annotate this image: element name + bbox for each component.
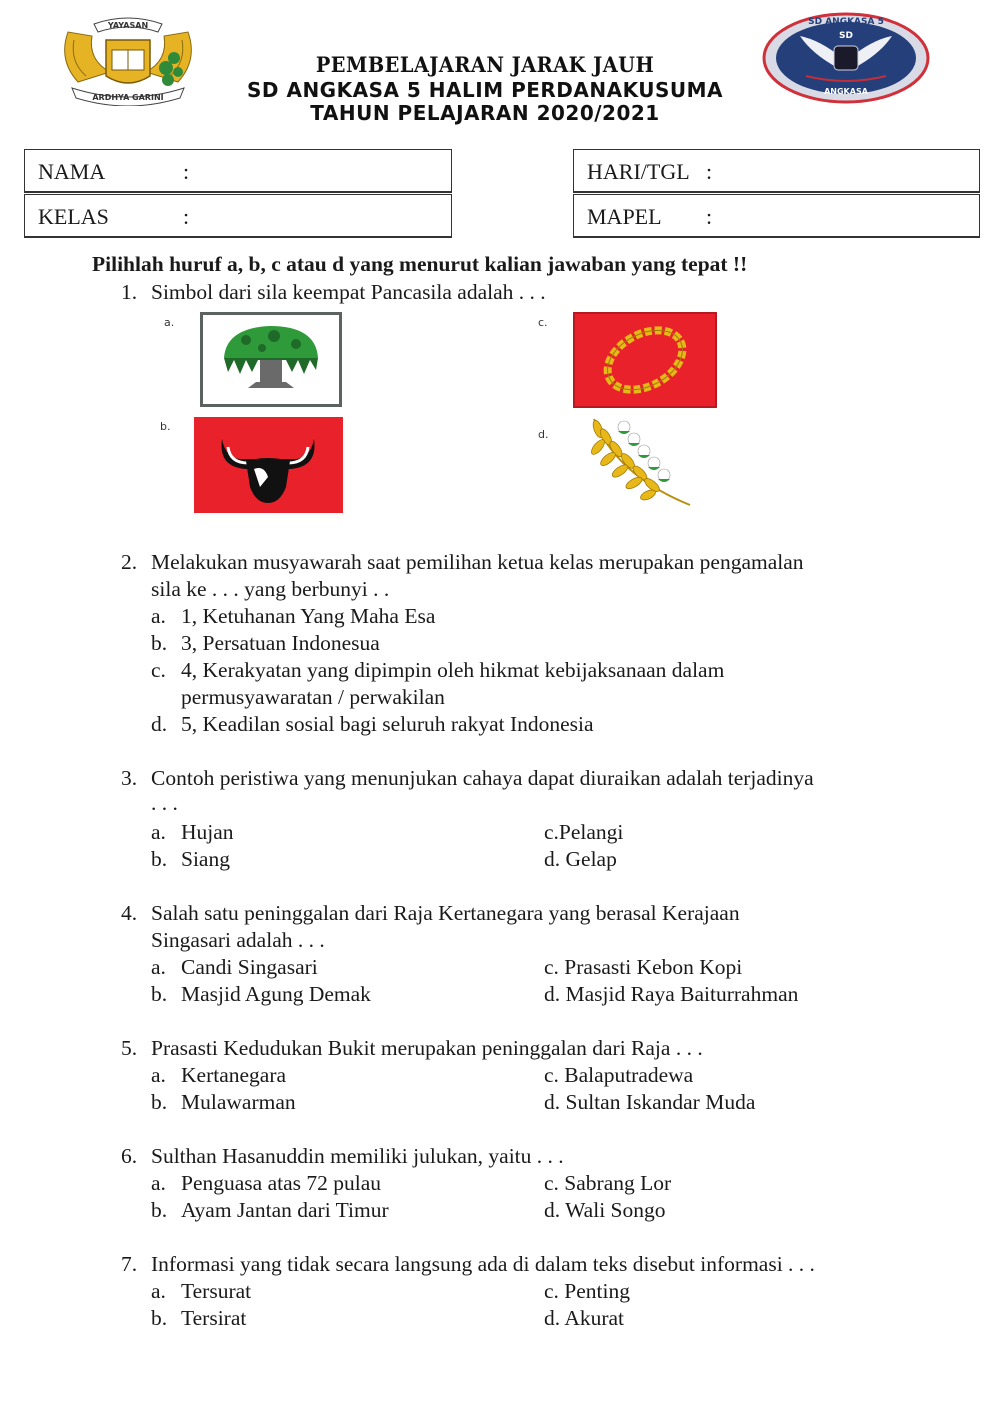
question-number: 6.	[121, 1144, 138, 1168]
question-text: Melakukan musyawarah saat pemilihan ketua kelas merupakan pengamalan	[151, 550, 804, 574]
option-text: Ayam Jantan dari Timur	[181, 1198, 389, 1222]
question-number: 4.	[121, 901, 138, 925]
question-text: Sulthan Hasanuddin memiliki julukan, yaitu . . .	[151, 1144, 564, 1168]
question-text: sila ke . . . yang berbunyi . .	[151, 577, 390, 601]
question-number: 1.	[121, 280, 138, 304]
option-text: c. Prasasti Kebon Kopi	[544, 955, 743, 979]
question-text: Contoh peristiwa yang menunjukan cahaya dapat diuraikan adalah terjadinya	[151, 766, 814, 790]
option-text-cont: permusyawaratan / perwakilan	[181, 685, 445, 709]
question-text: Singasari adalah . . .	[151, 928, 325, 952]
option-text: d. Gelap	[544, 847, 617, 871]
option-letter: b.	[151, 1198, 168, 1222]
option-text: 1, Ketuhanan Yang Maha Esa	[181, 604, 436, 628]
kelas-label: KELAS	[38, 204, 109, 229]
question-text: Prasasti Kedudukan Bukit merupakan peninggalan dari Raja . . .	[151, 1036, 703, 1060]
option-letter: c.	[538, 316, 548, 329]
svg-text:ANGKASA: ANGKASA	[824, 87, 868, 96]
header-title: PEMBELAJARAN JARAK JAUH	[315, 52, 655, 77]
question-number: 5.	[121, 1036, 138, 1060]
mapel-colon: :	[706, 204, 713, 229]
nama-label: NAMA	[38, 159, 106, 184]
option-d-rice-cotton[interactable]	[586, 415, 696, 510]
question-number: 2.	[121, 550, 138, 574]
option-letter: a.	[151, 820, 166, 844]
option-letter: b.	[151, 982, 168, 1006]
option-letter: a.	[151, 1063, 166, 1087]
question-number: 3.	[121, 766, 138, 790]
svg-text:ARDHYA GARINI: ARDHYA GARINI	[92, 93, 164, 102]
option-letter: a.	[151, 604, 166, 628]
option-letter: d.	[538, 428, 549, 441]
option-text: Tersirat	[181, 1306, 247, 1330]
kelas-field-box	[24, 194, 452, 238]
option-text: Penguasa atas 72 pulau	[181, 1171, 382, 1195]
header-school-name: SD ANGKASA 5 HALIM PERDANAKUSUMA	[247, 78, 723, 102]
header-academic-year: TAHUN PELAJARAN 2020/2021	[310, 101, 660, 125]
option-text: c.Pelangi	[544, 820, 624, 844]
option-letter: d.	[151, 712, 168, 736]
question-number: 7.	[121, 1252, 138, 1276]
option-letter: b.	[160, 420, 171, 433]
option-text: c. Sabrang Lor	[544, 1171, 672, 1195]
kelas-colon: :	[183, 204, 190, 229]
sd-angkasa-logo	[760, 10, 932, 108]
nama-field-box	[24, 149, 452, 193]
mapel-input[interactable]	[720, 201, 974, 233]
bull-head-icon	[194, 417, 343, 513]
chain-icon	[573, 312, 717, 408]
option-text: Hujan	[181, 820, 234, 844]
option-letter: b.	[151, 1090, 168, 1114]
option-text: d. Masjid Raya Baiturrahman	[544, 982, 799, 1006]
option-text: c. Penting	[544, 1279, 630, 1303]
hari-tgl-input[interactable]	[720, 156, 974, 188]
question-text: Salah satu peninggalan dari Raja Kertanegara yang berasal Kerajaan	[151, 901, 740, 925]
hari-tgl-field-box	[573, 149, 980, 193]
option-letter: c.	[151, 658, 166, 682]
option-a-banyan-tree[interactable]	[200, 312, 342, 407]
svg-text:SD: SD	[839, 31, 853, 41]
option-text: Masjid Agung Demak	[181, 982, 371, 1006]
option-b-bull-head[interactable]	[194, 417, 343, 513]
option-text: Siang	[181, 847, 230, 871]
instruction-text: Pilihlah huruf a, b, c atau d yang menurut kalian jawaban yang tepat !!	[92, 252, 748, 276]
option-text: 3, Persatuan Indonesua	[181, 631, 380, 655]
option-c[interactable]	[0, 657, 800, 711]
svg-text:SD ANGKASA 5: SD ANGKASA 5	[808, 17, 884, 27]
option-letter: b.	[151, 631, 168, 655]
mapel-label: MAPEL	[587, 204, 662, 229]
option-text: c. Balaputradewa	[544, 1063, 694, 1087]
yayasan-ardhya-garini-logo	[48, 10, 208, 106]
banyan-tree-icon	[200, 312, 342, 407]
option-text: 5, Keadilan sosial bagi seluruh rakyat Indonesia	[181, 712, 594, 736]
option-text: d. Wali Songo	[544, 1198, 666, 1222]
option-c-chain[interactable]	[573, 312, 717, 408]
nama-input[interactable]	[197, 156, 446, 188]
option-letter: a.	[151, 955, 166, 979]
rice-cotton-icon	[586, 415, 696, 510]
hari-tgl-label: HARI/TGL	[587, 159, 690, 184]
nama-colon: :	[183, 159, 190, 184]
option-text: d. Sultan Iskandar Muda	[544, 1090, 756, 1114]
option-letter: a.	[164, 316, 175, 329]
option-letter: a.	[151, 1279, 166, 1303]
option-text: d. Akurat	[544, 1306, 625, 1330]
svg-text:YAYASAN: YAYASAN	[107, 21, 149, 30]
option-text: Candi Singasari	[181, 955, 318, 979]
kelas-input[interactable]	[197, 201, 446, 233]
option-text: 4, Kerakyatan yang dipimpin oleh hikmat kebijaksanaan dalam	[181, 658, 725, 682]
sd-angkasa-emblem-icon	[760, 10, 932, 108]
option-letter: a.	[151, 1171, 166, 1195]
option-letter: b.	[151, 1306, 168, 1330]
option-text: Tersurat	[181, 1279, 252, 1303]
mapel-field-box	[573, 194, 980, 238]
option-letter: b.	[151, 847, 168, 871]
question-text: Simbol dari sila keempat Pancasila adalah . . .	[151, 280, 546, 304]
question-text: Informasi yang tidak secara langsung ada di dalam teks disebut informasi . . .	[151, 1252, 815, 1276]
question-text: . . .	[151, 791, 178, 815]
hari-tgl-colon: :	[706, 159, 713, 184]
option-text: Mulawarman	[181, 1090, 296, 1114]
option-text: Kertanegara	[181, 1063, 287, 1087]
yayasan-ardhya-garini-emblem-icon	[48, 10, 208, 106]
